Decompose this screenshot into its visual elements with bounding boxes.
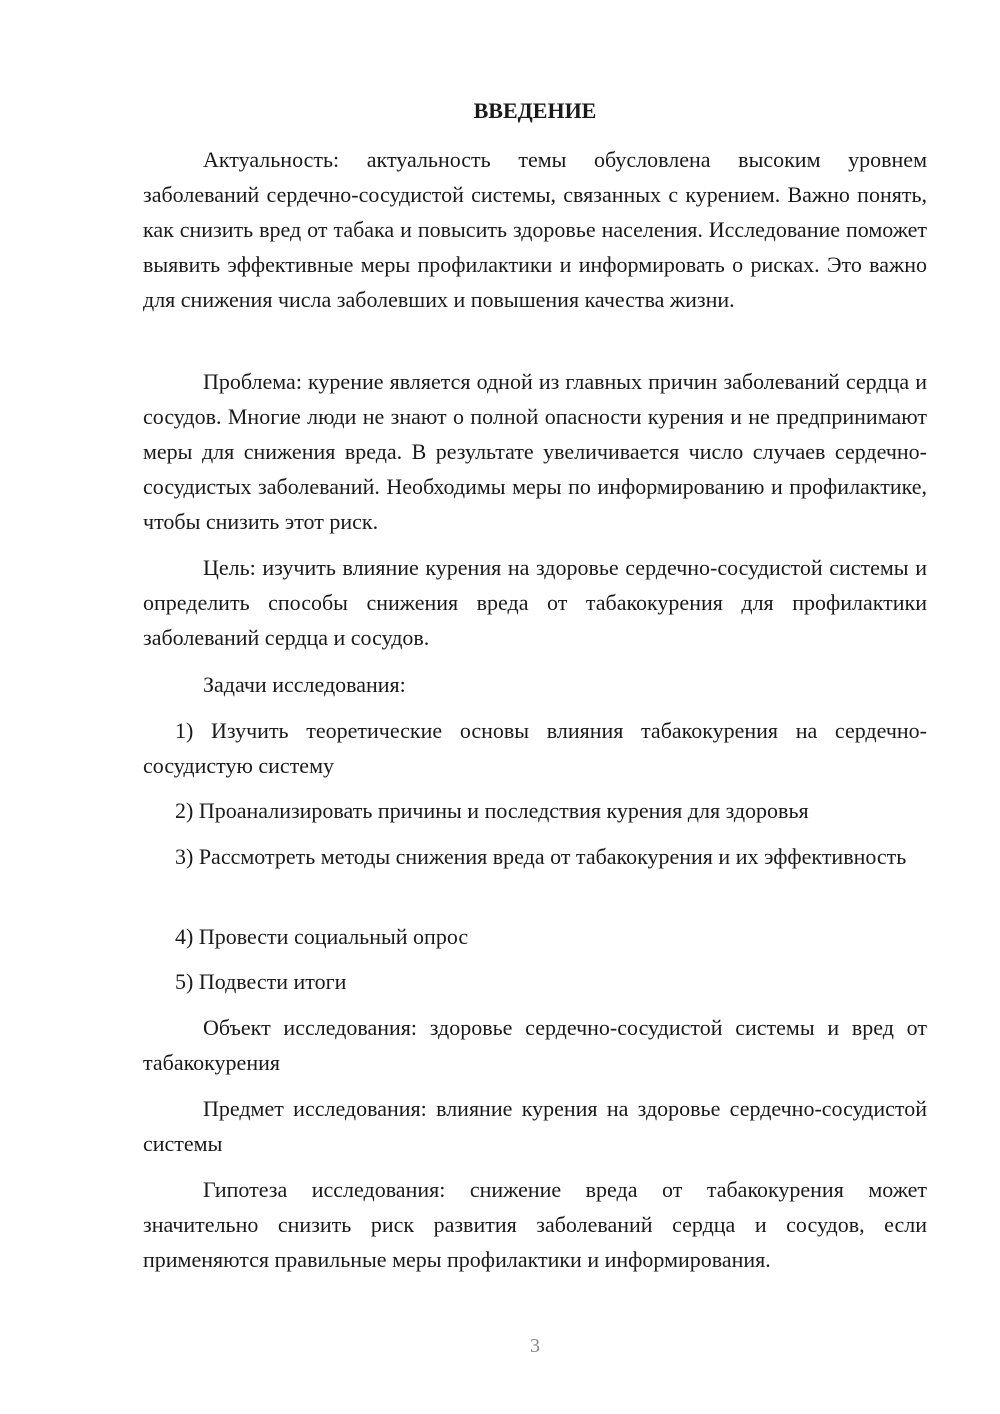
paragraph-goal: Цель: изучить влияние курения на здоровье сердечно-сосудистой системы и определить способы снижения вреда от табакокурения для профилактики заболеваний сердца и сосудов. bbox=[143, 555, 927, 650]
paragraph-problem: Проблема: курение является одной из главных причин заболеваний сердца и сосудов. Многие люди не знают о полной опасности курения и не предпринимают меры для снижения вреда. В результате увеличивается число случаев сердечно-сосудистых заболеваний. Необходимы меры по информированию и профилактике, чтобы снизить этот риск. bbox=[143, 369, 927, 534]
paragraph-relevance: Актуальность: актуальность темы обусловлена высоким уровнем заболеваний сердечно-сосудистой системы, связанных с курением. Важно понять, как снизить вред от табака и повысить здоровье населения. Исследование поможет выявить эффективные меры профилактики и информировать о рисках. Это важно для снижения числа заболевших и повышения качества жизни. bbox=[143, 147, 927, 312]
paragraph-hypothesis: Гипотеза исследования: снижение вреда от табакокурения может значительно снизить риск развития заболеваний сердца и сосудов, если применяются правильные меры профилактики и информирования. bbox=[143, 1177, 927, 1272]
page-title: ВВЕДЕНИЕ bbox=[473, 98, 597, 123]
paragraph-tasks-heading: Задачи исследования: bbox=[203, 672, 406, 697]
list-item-task-2: 2) Проанализировать причины и последствия курения для здоровья bbox=[175, 798, 809, 823]
paragraph-object: Объект исследования: здоровье сердечно-сосудистой системы и вред от табакокурения bbox=[143, 1015, 927, 1075]
document-page bbox=[143, 0, 927, 1414]
paragraph-subject: Предмет исследования: влияние курения на здоровье сердечно-сосудистой системы bbox=[143, 1096, 927, 1156]
page-number: 3 bbox=[530, 1335, 540, 1357]
list-item-task-4: 4) Провести социальный опрос bbox=[175, 924, 469, 949]
list-item-task-5: 5) Подвести итоги bbox=[175, 969, 347, 994]
list-item-task-1: 1) Изучить теоретические основы влияния табакокурения на сердечно-сосудистую систему bbox=[143, 718, 927, 778]
list-item-task-3: 3) Рассмотреть методы снижения вреда от табакокурения и их эффективность bbox=[175, 844, 907, 869]
